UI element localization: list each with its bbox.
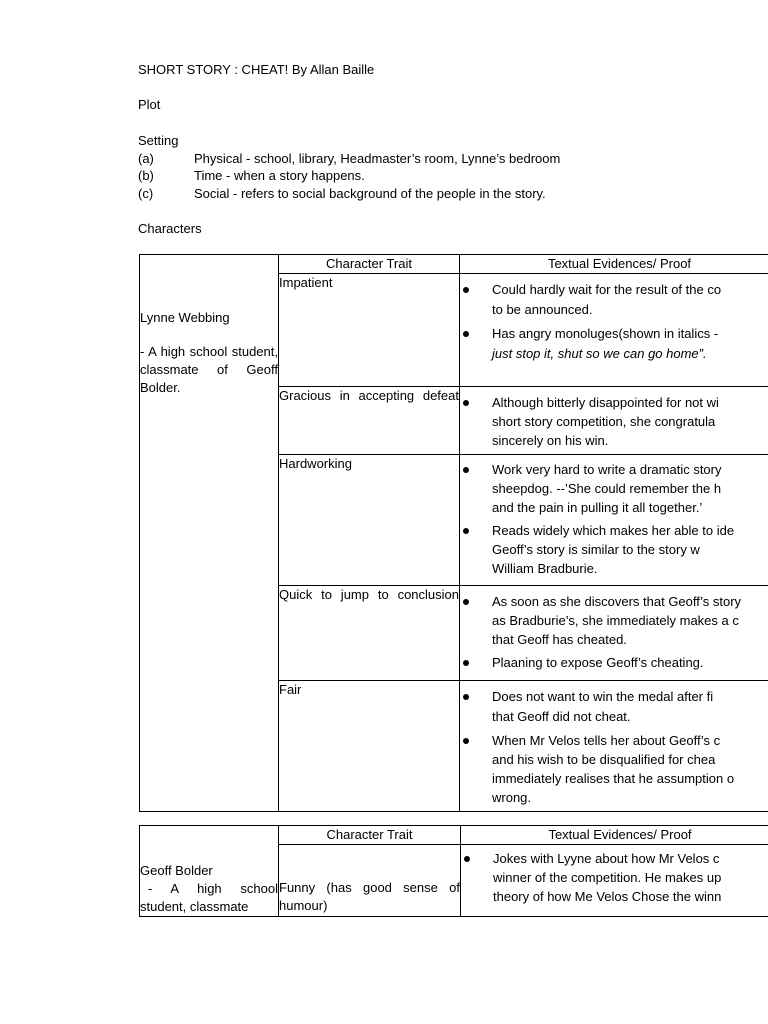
evidence-line: Although bitterly disappointed for not wi — [492, 395, 719, 410]
character-cell — [140, 255, 279, 812]
setting-item-b — [138, 168, 365, 184]
setting-item-text: Time - when a story happens. — [194, 168, 365, 183]
evidence-line: Has angry monoluges(shown in italics - — [492, 326, 719, 341]
evidence-line: theory of how Me Velos Chose the winn — [493, 889, 722, 905]
evidence-cell — [461, 845, 768, 917]
trait-cell: Funny (has good sense of humour) — [279, 845, 461, 917]
evidence-line: Geoff’s story is similar to the story w — [492, 542, 700, 557]
evidence-line: sincerely on his win. — [492, 433, 609, 448]
setting-item-label: (a) — [138, 151, 154, 166]
setting-item-label: (b) — [138, 168, 154, 183]
character-name: Geoff Bolder — [140, 863, 213, 878]
evidence-cell — [460, 681, 768, 812]
trait-cell: Quick to jump to conclusion — [279, 586, 460, 681]
evidence-line: just stop it, shut so we can go home”. — [492, 346, 707, 361]
evidence-item — [460, 460, 768, 517]
document-title: SHORT STORY : CHEAT! By Allan Baille — [138, 62, 375, 77]
evidence-item — [460, 521, 768, 578]
evidence-line: immediately realises that he assumption o — [492, 771, 735, 786]
evidence-line: Plaaning to expose Geoff’s cheating. — [492, 655, 704, 670]
setting-item-text: Social - refers to social background of the people in the story. — [194, 186, 546, 201]
column-header-evidence: Textual Evidences/ Proof — [460, 255, 768, 274]
evidence-item — [461, 849, 768, 906]
evidence-cell — [460, 586, 768, 681]
evidence-line: Does not want to win the medal after fi — [492, 689, 714, 704]
evidence-line: and the pain in pulling it all together.’ — [492, 500, 703, 515]
evidence-line: that Geoff did not cheat. — [492, 709, 631, 724]
evidence-line: As soon as she discovers that Geoff’s story — [492, 594, 742, 609]
setting-heading: Setting — [138, 133, 179, 148]
evidence-cell — [460, 455, 768, 586]
evidence-line: William Bradburie. — [492, 561, 598, 576]
trait-cell: Impatient — [279, 274, 460, 387]
evidence-line: Jokes with Lyyne about how Mr Velos c — [493, 851, 720, 867]
evidence-item — [460, 280, 768, 320]
evidence-item — [460, 592, 768, 649]
character-table-geoff — [139, 825, 768, 917]
evidence-line: winner of the competition. He makes up — [493, 870, 722, 886]
character-table-lynne — [139, 254, 768, 812]
evidence-cell — [460, 387, 768, 455]
evidence-item — [460, 393, 768, 450]
evidence-item — [460, 731, 768, 807]
column-header-trait: Character Trait — [279, 255, 460, 274]
evidence-item — [460, 653, 768, 672]
evidence-line: Work very hard to write a dramatic story — [492, 462, 722, 477]
evidence-line: Could hardly wait for the result of the co — [492, 282, 722, 297]
setting-item-text: Physical - school, library, Headmaster’s room, Lynne’s bedroom — [194, 151, 561, 166]
character-description: - A high school student, classmate — [140, 881, 278, 914]
column-header-trait: Character Trait — [279, 826, 461, 845]
evidence-cell — [460, 274, 768, 387]
evidence-line: and his wish to be disqualified for chea — [492, 752, 716, 767]
evidence-line: wrong. — [492, 790, 532, 805]
trait-cell: Fair — [279, 681, 460, 812]
character-description: - A high school student, classmate of Geoff Bolder. — [140, 344, 278, 395]
setting-item-label: (c) — [138, 186, 154, 201]
evidence-line: short story competition, she congratula — [492, 414, 716, 429]
setting-item-a — [138, 151, 560, 167]
evidence-line: to be announced. — [492, 302, 593, 317]
character-cell — [140, 826, 279, 917]
evidence-item — [460, 324, 768, 364]
character-name: Lynne Webbing — [140, 310, 230, 325]
setting-item-c — [138, 186, 546, 202]
evidence-line: that Geoff has cheated. — [492, 632, 627, 647]
column-header-evidence: Textual Evidences/ Proof — [461, 826, 768, 845]
trait-cell: Gracious in accepting defeat — [279, 387, 460, 455]
evidence-line: sheepdog. --’She could remember the h — [492, 481, 722, 496]
evidence-item — [460, 687, 768, 727]
plot-heading: Plot — [138, 97, 161, 112]
characters-heading: Characters — [138, 221, 202, 236]
evidence-line: as Bradburie’s, she immediately makes a c — [492, 613, 739, 628]
evidence-line: When Mr Velos tells her about Geoff’s c — [492, 733, 721, 748]
evidence-line: Reads widely which makes her able to ide — [492, 523, 735, 538]
trait-cell: Hardworking — [279, 455, 460, 586]
